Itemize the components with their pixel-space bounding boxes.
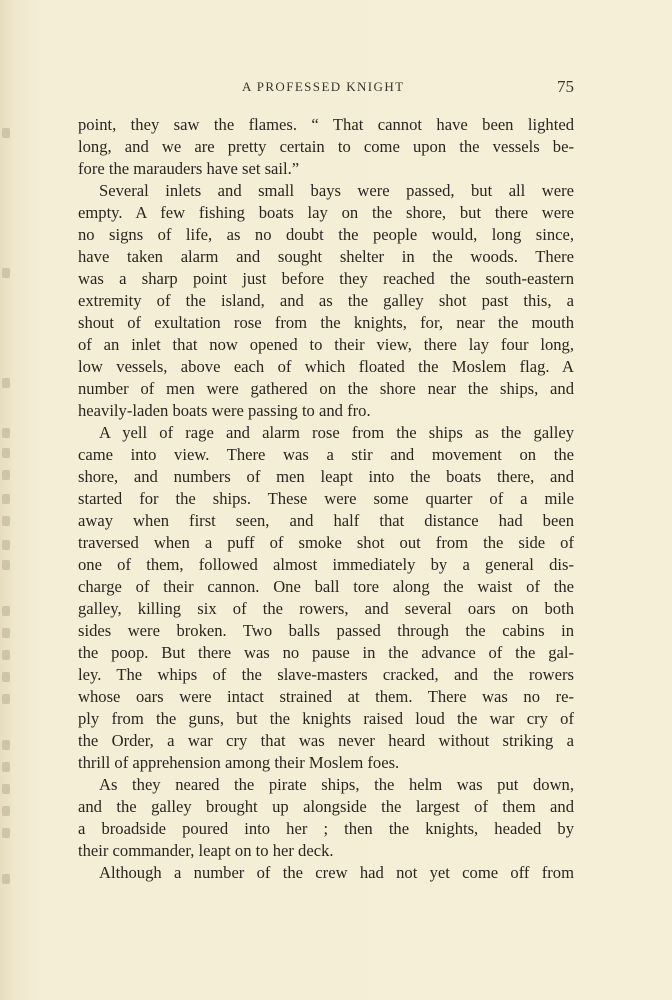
text-line: ply from the guns, but the knights raised loud the war cry of xyxy=(78,709,574,728)
text-line: galley, killing six of the rowers, and several oars on both xyxy=(78,599,574,618)
running-title: A PROFESSED KNIGHT xyxy=(242,79,405,94)
bleed-mark xyxy=(2,672,10,682)
text-line: heavily-laden boats were passing to and fro. xyxy=(78,401,371,420)
text-line: As they neared the pirate ships, the helm was put down, xyxy=(99,775,574,794)
text-line: started for the ships. These were some quarter of a mile xyxy=(78,489,574,508)
text-line: charge of their cannon. One ball tore along the waist of the xyxy=(78,577,574,596)
text-line: no signs of life, as no doubt the people would, long since, xyxy=(78,225,574,244)
text-line: of an inlet that now opened to their view, there lay four long, xyxy=(78,335,574,354)
text-line: have taken alarm and sought shelter in the woods. There xyxy=(78,247,574,266)
bleed-mark xyxy=(2,448,10,458)
text-line: number of men were gathered on the shore near the ships, and xyxy=(78,379,574,398)
bleed-mark xyxy=(2,650,10,660)
bleed-mark xyxy=(2,494,10,504)
text-line: ley. The whips of the slave-masters cracked, and the rowers xyxy=(78,665,574,684)
bleed-mark xyxy=(2,628,10,638)
text-line: shout of exultation rose from the knights, for, near the mouth xyxy=(78,313,574,332)
text-line: extremity of the island, and as the galley shot past this, a xyxy=(78,291,574,310)
text-line: low vessels, above each of which floated the Moslem flag. A xyxy=(78,357,574,376)
text-line: their commander, leapt on to her deck. xyxy=(78,841,334,860)
bleed-mark xyxy=(2,540,10,550)
page-number: 75 xyxy=(557,77,574,96)
text-line: a broadside poured into her ; then the knights, headed by xyxy=(78,819,574,838)
bleed-mark xyxy=(2,806,10,816)
gutter-bleed-through xyxy=(0,0,18,1000)
bleed-mark xyxy=(2,128,10,138)
text-line: Although a number of the crew had not yet come off from xyxy=(99,863,574,882)
text-line: long, and we are pretty certain to come upon the vessels be- xyxy=(78,137,574,156)
bleed-mark xyxy=(2,268,10,278)
text-line: and the galley brought up alongside the largest of them and xyxy=(78,797,574,816)
bleed-mark xyxy=(2,762,10,772)
text-line: was a sharp point just before they reached the south-eastern xyxy=(78,269,574,288)
text-line: Several inlets and small bays were passed, but all were xyxy=(99,181,574,200)
bleed-mark xyxy=(2,428,10,438)
text-line: empty. A few fishing boats lay on the shore, but there were xyxy=(78,203,574,222)
bleed-mark xyxy=(2,784,10,794)
bleed-mark xyxy=(2,560,10,570)
text-line: thrill of apprehension among their Moslem foes. xyxy=(78,753,400,772)
bleed-mark xyxy=(2,740,10,750)
bleed-mark xyxy=(2,516,10,526)
bleed-mark xyxy=(2,470,10,480)
text-line: traversed when a puff of smoke shot out from the side of xyxy=(78,533,574,552)
text-line: the Order, a war cry that was never heard without striking a xyxy=(78,731,574,750)
bleed-mark xyxy=(2,378,10,388)
text-line: shore, and numbers of men leapt into the boats there, and xyxy=(78,467,574,486)
text-line: fore the marauders have set sail.” xyxy=(78,159,300,178)
bleed-mark xyxy=(2,694,10,704)
running-head xyxy=(78,77,574,99)
text-line: came into view. There was a stir and movement on the xyxy=(78,445,574,464)
text-line: A yell of rage and alarm rose from the ships as the galley xyxy=(99,423,574,442)
bleed-mark xyxy=(2,606,10,616)
body-text xyxy=(78,114,574,884)
bleed-mark xyxy=(2,828,10,838)
text-line: away when first seen, and half that distance had been xyxy=(78,511,574,530)
text-line: point, they saw the flames. “ That cannot have been lighted xyxy=(78,115,574,134)
text-line: one of them, followed almost immediately by a general dis- xyxy=(78,555,574,574)
text-line: sides were broken. Two balls passed through the cabins in xyxy=(78,621,574,640)
bleed-mark xyxy=(2,874,10,884)
text-line: the poop. But there was no pause in the advance of the gal- xyxy=(78,643,574,662)
text-line: whose oars were intact strained at them. There was no re- xyxy=(78,687,574,706)
